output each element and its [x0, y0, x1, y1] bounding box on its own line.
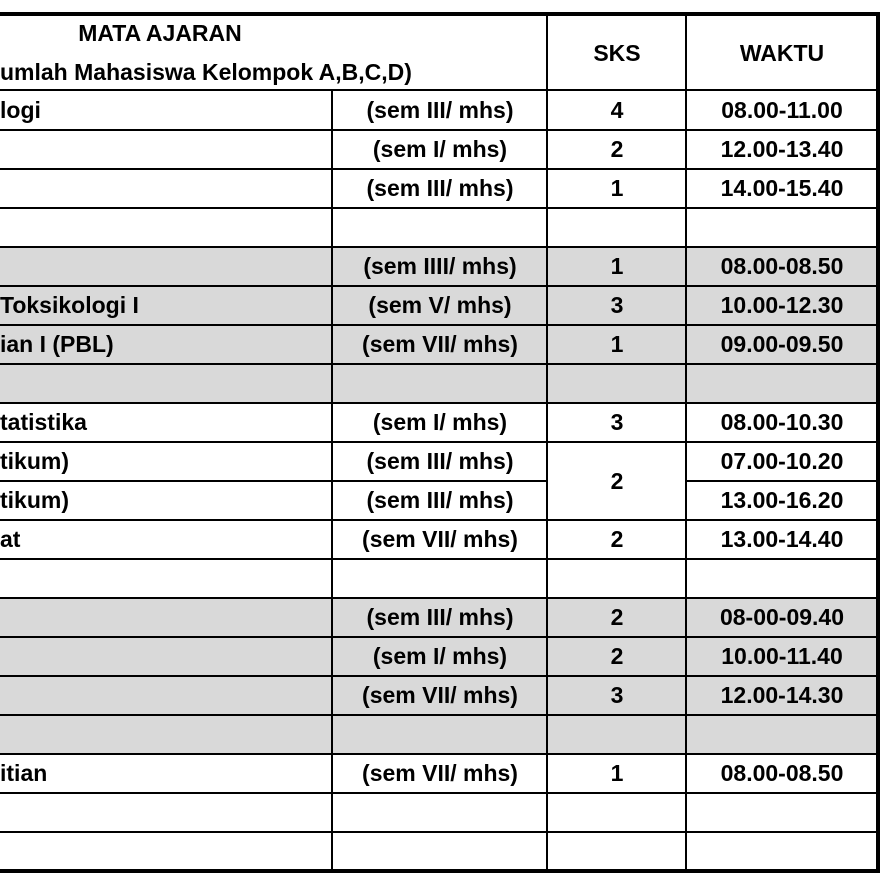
semester-cell: (sem III/ mhs) [366, 487, 514, 513]
time-cell: 13.00-16.20 [720, 487, 844, 513]
column-divider [876, 14, 880, 871]
course-cell: at [0, 526, 21, 552]
sks-cell: 2 [610, 643, 624, 669]
time-cell: 13.00-14.40 [720, 526, 844, 552]
course-cell [0, 559, 330, 598]
time-cell [688, 793, 876, 832]
course-cell: ian I (PBL) [0, 331, 114, 357]
sks-cell: 4 [610, 97, 624, 123]
time-cell: 08-00-09.40 [719, 604, 845, 630]
semester-cell: (sem VII/ mhs) [362, 526, 518, 552]
time-cell: 08.00-08.50 [720, 253, 844, 279]
time-cell [688, 364, 876, 403]
time-cell: 08.00-08.50 [720, 760, 844, 786]
semester-cell [334, 208, 546, 247]
column-divider [331, 89, 333, 871]
time-cell [688, 715, 876, 754]
time-cell [688, 559, 876, 598]
time-cell: 10.00-11.40 [721, 643, 843, 669]
sks-cell: 2 [610, 526, 624, 552]
course-cell [0, 364, 330, 403]
header-waktu: WAKTU [739, 40, 825, 66]
semester-cell [334, 793, 546, 832]
sks-cell [548, 832, 686, 871]
course-cell [0, 130, 330, 169]
time-cell: 12.00-14.30 [720, 682, 844, 708]
course-cell: tikum) [0, 487, 69, 513]
time-cell: 10.00-12.30 [720, 292, 844, 318]
time-cell: 09.00-09.50 [720, 331, 844, 357]
course-cell [0, 637, 330, 676]
sks-cell: 1 [610, 175, 624, 201]
semester-cell: (sem VII/ mhs) [362, 331, 518, 357]
semester-cell: (sem V/ mhs) [368, 292, 512, 318]
semester-cell: (sem III/ mhs) [366, 97, 514, 123]
semester-cell: (sem III/ mhs) [366, 604, 514, 630]
sks-cell [548, 208, 686, 247]
semester-cell [334, 832, 546, 871]
sks-cell [548, 793, 686, 832]
semester-cell: (sem VII/ mhs) [362, 682, 518, 708]
course-cell [0, 793, 330, 832]
table-top-border [0, 12, 880, 16]
course-cell [0, 715, 330, 754]
course-cell: logi [0, 97, 41, 123]
sks-cell [548, 481, 686, 520]
course-cell [0, 169, 330, 208]
time-cell [688, 832, 876, 871]
sks-cell: 1 [610, 253, 624, 279]
sks-cell: 2 [610, 136, 624, 162]
time-cell: 08.00-10.30 [720, 409, 844, 435]
course-cell: itian [0, 760, 48, 786]
time-cell: 14.00-15.40 [720, 175, 844, 201]
sks-cell: 1 [610, 331, 624, 357]
sks-cell: 2 [610, 604, 624, 630]
semester-cell [334, 715, 546, 754]
semester-cell: (sem III/ mhs) [366, 448, 514, 474]
header-title: MATA AJARAN [78, 20, 242, 46]
time-cell: 12.00-13.40 [720, 136, 844, 162]
semester-cell: (sem I/ mhs) [372, 643, 508, 669]
course-cell [0, 598, 330, 637]
semester-cell: (sem I/ mhs) [372, 136, 508, 162]
semester-cell: (sem IIII/ mhs) [363, 253, 517, 279]
sks-cell: 1 [610, 760, 624, 786]
time-cell: 07.00-10.20 [720, 448, 844, 474]
sks-cell [548, 715, 686, 754]
semester-cell [334, 364, 546, 403]
course-cell [0, 832, 330, 871]
course-cell [0, 676, 330, 715]
sks-cell: 3 [610, 682, 624, 708]
header-sks: SKS [593, 40, 641, 66]
sks-cell [548, 364, 686, 403]
course-cell: Toksikologi I [0, 292, 139, 318]
sks-cell: 2 [610, 467, 624, 494]
course-cell [0, 247, 330, 286]
sks-cell [548, 559, 686, 598]
sks-cell: 3 [610, 292, 624, 318]
course-cell: tikum) [0, 448, 69, 474]
course-cell: tatistika [0, 409, 87, 435]
sks-cell: 3 [610, 409, 624, 435]
semester-cell: (sem I/ mhs) [372, 409, 508, 435]
time-cell [688, 208, 876, 247]
semester-cell: (sem III/ mhs) [366, 175, 514, 201]
semester-cell [334, 559, 546, 598]
header-subtitle: umlah Mahasiswa Kelompok A,B,C,D) [0, 59, 412, 85]
time-cell: 08.00-11.00 [721, 97, 843, 123]
course-cell [0, 208, 330, 247]
semester-cell: (sem VII/ mhs) [362, 760, 518, 786]
